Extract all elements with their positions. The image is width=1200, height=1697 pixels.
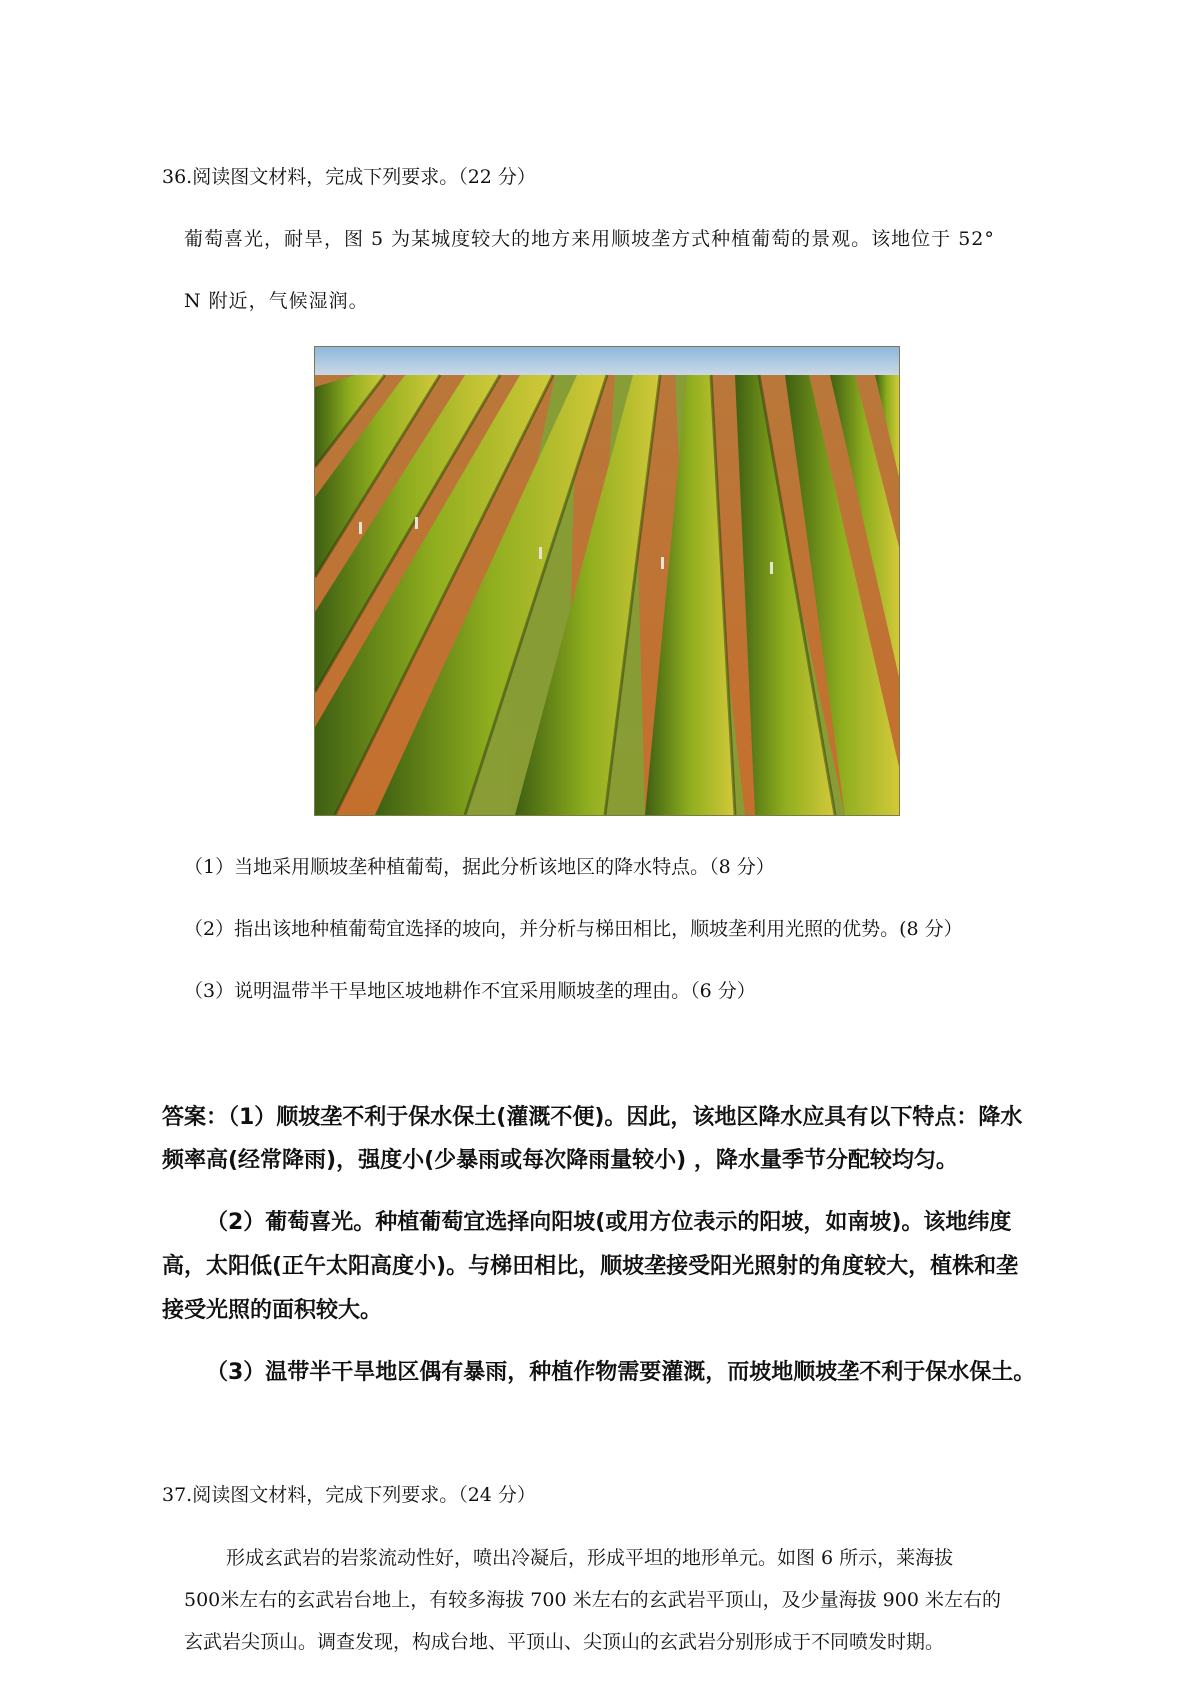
question-36-sub-1: （1）当地采用顺坡垄种植葡萄，据此分析该地区的降水特点。（8 分） <box>184 856 775 878</box>
question-37-line-3: 玄武岩尖顶山。调查发现，构成台地、平顶山、尖顶山的玄武岩分别形成于不同喷发时期。 <box>184 1631 945 1653</box>
answer-line-5: 接受光照的面积较大。 <box>162 1298 383 1323</box>
answer-line-3: （2）葡萄喜光。种植葡萄宜选择向阳坡(或用方位表示的阳坡，如南坡)。该地纬度 <box>206 1210 1012 1235</box>
answer-line-6: （3）温带半干旱地区偶有暴雨，种植作物需要灌溉，而坡地顺坡垄不利于保水保土。 <box>206 1360 1036 1385</box>
question-37-title: 37.阅读图文材料，完成下列要求。（24 分） <box>162 1484 536 1506</box>
question-37-line-1: 形成玄武岩的岩浆流动性好，喷出冷凝后，形成平坦的地形单元。如图 6 所示，莱海拔 <box>226 1547 954 1569</box>
answer-line-2: 频率高(经常降雨)，强度小(少暴雨或每次降雨量较小) ，降水量季节分配较均匀。 <box>162 1148 958 1173</box>
question-36-intro-line-1: 葡萄喜光，耐旱，图 5 为某城度较大的地方来用顺坡垄方式种植葡萄的景观。该地位于 52° <box>184 228 995 250</box>
question-36-sub-3: （3）说明温带半干旱地区坡地耕作不宜采用顺坡垄的理由。（6 分） <box>184 980 756 1002</box>
answer-line-4: 高，太阳低(正午太阳高度小)。与梯田相比，顺坡垄接受阳光照射的角度较大，植株和垄 <box>162 1254 1019 1279</box>
question-36-sub-2: （2）指出该地种植葡萄宜选择的坡向，并分析与梯田相比，顺坡垄利用光照的优势。(8 分） <box>184 918 963 940</box>
question-37-line-2: 500米左右的玄武岩台地上，有较多海拔 700 米左右的玄武岩平顶山，及少量海拔 900 米左右的 <box>184 1589 1001 1611</box>
question-36-intro-line-2: N 附近，气候湿润。 <box>184 290 369 312</box>
vineyard-photo <box>314 346 900 816</box>
question-36-title: 36.阅读图文材料，完成下列要求。（22 分） <box>162 166 536 188</box>
answer-line-1: 答案：（1）顺坡垄不利于保水保土(灌溉不便)。因此，该地区降水应具有以下特点：降水 <box>162 1105 1023 1130</box>
